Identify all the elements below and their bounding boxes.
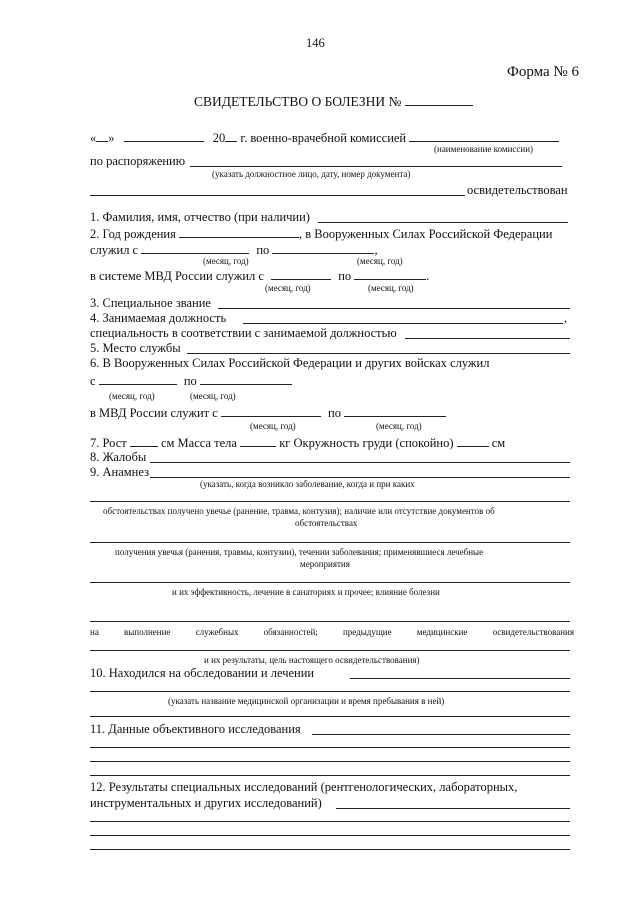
item-9-label: 9. Анамнез (90, 465, 150, 479)
anamnesis-field-6[interactable] (90, 650, 570, 651)
item-3-label: 3. Специальное звание (90, 296, 211, 310)
mvd-to-field[interactable] (354, 268, 426, 280)
anamnesis-field-4[interactable] (90, 582, 570, 583)
treatment-field-2[interactable] (90, 691, 570, 692)
item-10-label: 10. Находился на обследовании и лечении (90, 666, 315, 680)
mvd-serves-line: в МВД России служит с по (90, 405, 446, 420)
document-title (194, 94, 473, 110)
month-year-hint-3: (месяц, год) (265, 283, 311, 293)
anamnesis-hint-4: получения увечья (ранения, травмы, контузии), течении заболевания; применявшиеся лечебные (115, 547, 484, 557)
item-6-dates-line: с по (90, 373, 292, 388)
item-10-hint: (указать название медицинской организации и время пребывания в ней) (168, 696, 445, 706)
item-6-to-field[interactable] (200, 373, 292, 385)
anamnesis-field-3[interactable] (90, 542, 570, 543)
month-year-hint-2: (месяц, год) (357, 256, 403, 266)
order-hint: (указать должностное лицо, дату, номер документа) (212, 169, 411, 179)
position-comma: , (564, 311, 568, 325)
treatment-field-3[interactable] (90, 716, 570, 717)
height-field[interactable] (130, 435, 158, 447)
year-field[interactable] (225, 130, 237, 142)
objective-field-4[interactable] (90, 775, 570, 776)
objective-field-2[interactable] (90, 747, 570, 748)
date-commission-line: « » 20 г. военно-врачебной комиссией (90, 130, 559, 145)
treatment-field-1[interactable] (350, 678, 570, 679)
month-year-hint-8: (месяц, год) (376, 421, 422, 431)
item-7-line: 7. Рост см Масса тела кг Окружность груди (спокойно) см (90, 436, 506, 450)
anamnesis-hint-2: обстоятельствах получено увечье (ранение, травма, контузия); наличие или отсутствие документов об (103, 506, 495, 516)
position-field[interactable] (243, 323, 563, 324)
item-12-label-line-1: 12. Результаты специальных исследований (рентгенологических, лабораторных, (90, 780, 518, 794)
special-studies-field-1[interactable] (336, 808, 570, 809)
full-name-field[interactable] (318, 222, 568, 223)
mvd-serves-from-field[interactable] (221, 405, 321, 417)
item-12-label-line-2: инструментальных и других исследований) (90, 796, 322, 810)
month-field[interactable] (124, 130, 204, 142)
month-year-hint-5: (месяц, год) (109, 391, 155, 401)
item-6-label: 6. В Вооруженных Силах Российской Федерации и других войсках служил (90, 356, 490, 370)
complaints-field[interactable] (150, 462, 570, 463)
anamnesis-hint-3: обстоятельствах (295, 518, 358, 528)
special-studies-field-4[interactable] (90, 849, 570, 850)
commission-name-field[interactable] (409, 130, 559, 142)
chest-field[interactable] (457, 435, 489, 447)
mvd-from-field[interactable] (271, 268, 331, 280)
order-field[interactable] (190, 166, 562, 167)
by-order-label: по распоряжению (90, 154, 186, 168)
anamnesis-justified-line: на выполнение служебных обязанностей; предыдущие медицинские освидетельствования (90, 627, 574, 637)
title-text: СВИДЕТЕЛЬСТВО О БОЛЕЗНИ № (194, 94, 402, 109)
anamnesis-hint-1: (указать, когда возникло заболевание, когда и при каких (200, 479, 415, 489)
service-place-field[interactable] (187, 353, 570, 354)
item-5-label: 5. Место службы (90, 341, 181, 355)
weight-field[interactable] (240, 435, 276, 447)
special-studies-field-2[interactable] (90, 821, 570, 822)
birth-year-field[interactable] (179, 226, 299, 238)
objective-field-1[interactable] (312, 734, 570, 735)
day-field[interactable] (96, 130, 108, 142)
anamnesis-field-5[interactable] (90, 621, 570, 622)
special-studies-field-3[interactable] (90, 835, 570, 836)
rank-field[interactable] (218, 308, 570, 309)
item-1-label: 1. Фамилия, имя, отчество (при наличии) (90, 210, 310, 224)
mvd-serves-to-field[interactable] (344, 405, 446, 417)
item-11-label: 11. Данные объективного исследования (90, 722, 301, 736)
specialty-label: специальность в соответствии с занимаемой должностью (90, 326, 397, 340)
form-label: Форма № 6 (507, 64, 579, 80)
anamnesis-field-1[interactable] (150, 477, 570, 478)
specialty-field[interactable] (405, 338, 570, 339)
mvd-served-line: в системе МВД России служил с по . (90, 269, 430, 283)
item-8-label: 8. Жалобы (90, 450, 147, 464)
objective-field-3[interactable] (90, 761, 570, 762)
month-year-hint-1: (месяц, год) (203, 256, 249, 266)
item-6-from-field[interactable] (99, 373, 177, 385)
month-year-hint-6: (месяц, год) (190, 391, 236, 401)
armed-forces-served-line: служил с по , (90, 243, 378, 257)
armed-forces-to-field[interactable] (272, 242, 374, 254)
certificate-number-field[interactable] (405, 94, 473, 106)
order-field-2[interactable] (90, 195, 465, 196)
item-4-label: 4. Занимаемая должность (90, 311, 227, 325)
month-year-hint-7: (месяц, год) (250, 421, 296, 431)
anamnesis-hint-5: мероприятия (300, 559, 350, 569)
armed-forces-from-field[interactable] (141, 242, 249, 254)
anamnesis-hint-6: и их эффективность, лечение в санаториях и прочее; влияние болезни (172, 587, 440, 597)
examined-label: освидетельствован (467, 183, 568, 197)
month-year-hint-4: (месяц, год) (368, 283, 414, 293)
page-number: 146 (306, 36, 325, 50)
item-2-label: 2. Год рождения , в Вооруженных Силах Российской Федерации (90, 227, 553, 241)
commission-hint: (наименование комиссии) (434, 144, 534, 154)
anamnesis-field-2[interactable] (90, 501, 570, 502)
anamnesis-hint-last: и их результаты, цель настоящего освидетельствования) (204, 655, 420, 665)
